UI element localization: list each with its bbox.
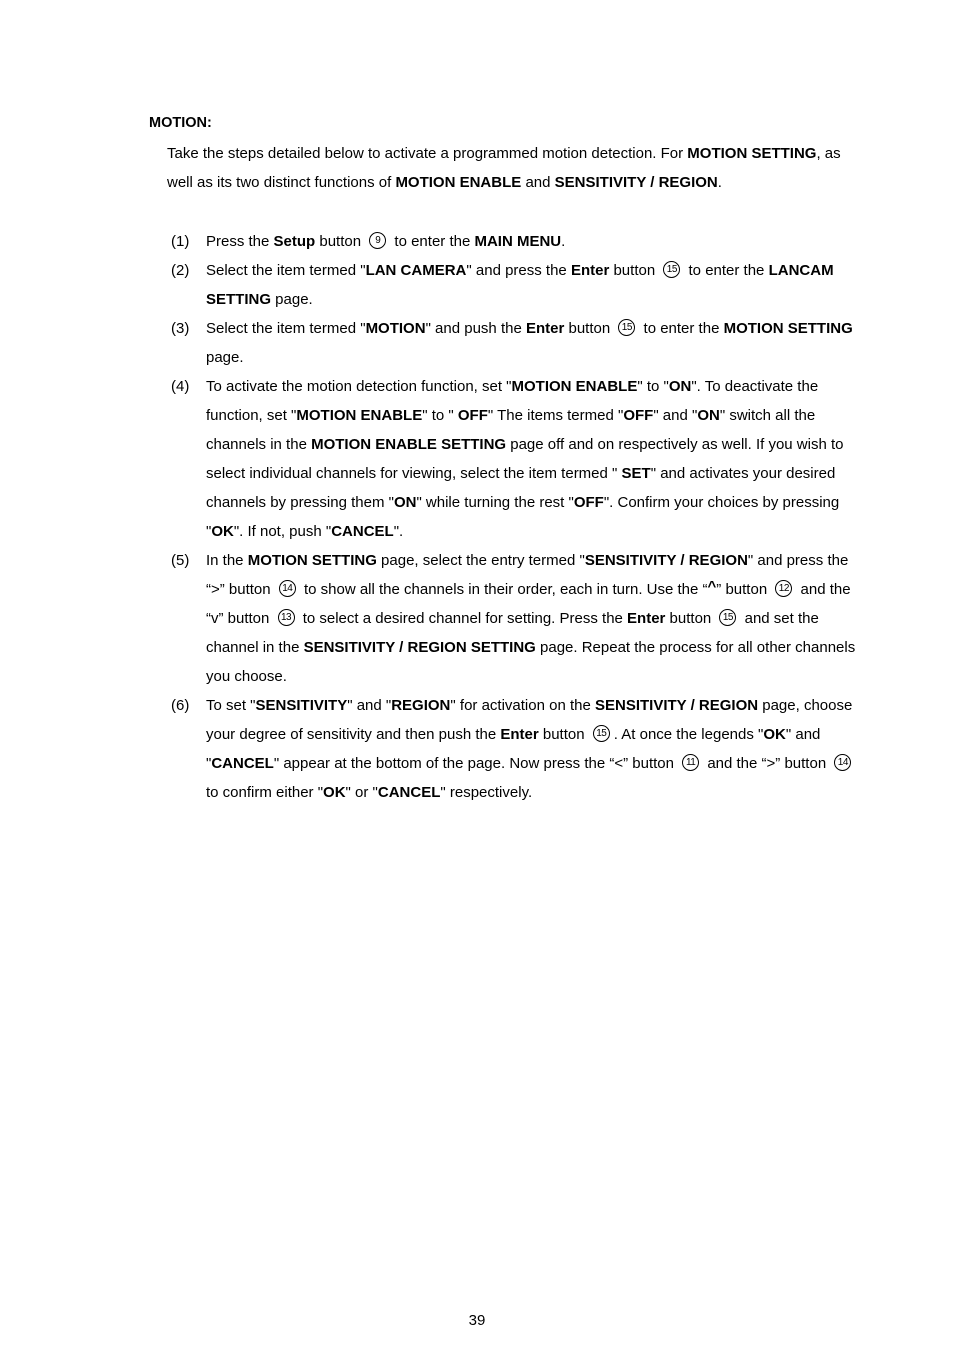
- bold-term: MOTION ENABLE: [296, 407, 423, 424]
- intro-paragraph: [167, 139, 867, 197]
- text: button: [564, 320, 615, 337]
- text: " to ": [637, 378, 669, 395]
- step-item: [171, 314, 871, 372]
- step-text: [206, 256, 871, 314]
- step-text: [206, 314, 871, 372]
- caret-up-icon: ^: [707, 578, 717, 595]
- step-text: [206, 372, 871, 546]
- step-number: (3): [171, 320, 190, 337]
- text: to enter the: [684, 262, 769, 279]
- text: to enter the: [390, 233, 475, 250]
- text: ” button: [716, 581, 772, 598]
- bold-term: SENSITIVITY / REGION: [584, 552, 748, 569]
- step-text: [206, 546, 871, 691]
- circled-number-icon: 15: [593, 725, 610, 742]
- text: to show all the channels in their order, each in turn. Use the “: [299, 581, 708, 598]
- circled-number-icon: 14: [279, 580, 296, 597]
- bold-term: MOTION SETTING: [723, 320, 853, 337]
- step-number: (4): [171, 378, 190, 395]
- bold-term: MOTION ENABLE SETTING: [311, 436, 507, 453]
- bold-term: Enter: [500, 726, 539, 743]
- text: " to ": [422, 407, 458, 424]
- bold-term: OFF: [457, 407, 488, 424]
- page-number: 39: [468, 1312, 486, 1329]
- circled-number-icon: 15: [719, 609, 736, 626]
- text: to select a desired channel for setting. Press the: [298, 610, 628, 627]
- text: and set the channel in the: [206, 610, 819, 656]
- text: " switch all the channels in the: [206, 407, 816, 453]
- text: and the “>” button: [703, 755, 831, 772]
- text: " and activates your desired channels by pressing them ": [206, 465, 836, 511]
- bold-term: SET: [621, 465, 651, 482]
- text: button: [538, 726, 589, 743]
- section-heading: MOTION:: [149, 115, 212, 131]
- bold-term: MOTION SETTING: [247, 552, 377, 569]
- text: " respectively.: [440, 784, 533, 801]
- text: Take the steps detailed below to activate a programmed motion detection. For: [167, 145, 688, 162]
- bold-term: ON: [668, 378, 692, 395]
- bold-term: MOTION ENABLE: [395, 174, 522, 191]
- text: and: [521, 174, 555, 191]
- text: In the: [206, 552, 248, 569]
- bold-term: Setup: [273, 233, 316, 250]
- text: button: [665, 610, 716, 627]
- bold-term: MOTION: [365, 320, 426, 337]
- bold-term: CANCEL: [211, 755, 274, 772]
- text: .: [717, 174, 722, 191]
- text: ".: [393, 523, 404, 540]
- bold-term: LAN CAMERA: [365, 262, 467, 279]
- text: page.: [206, 349, 244, 366]
- text: page.: [271, 291, 313, 308]
- bold-term: Enter: [627, 610, 666, 627]
- bold-term: SENSITIVITY / REGION: [554, 174, 718, 191]
- bold-term: OFF: [623, 407, 654, 424]
- circled-number-icon: 9: [369, 232, 386, 249]
- text: ". Confirm your choices by pressing ": [206, 494, 840, 540]
- text: " while turning the rest ": [416, 494, 574, 511]
- bold-term: SENSITIVITY / REGION SETTING: [303, 639, 536, 656]
- bold-term: MOTION SETTING: [687, 145, 817, 162]
- text: . At once the legends ": [613, 726, 764, 743]
- bold-term: CANCEL: [377, 784, 441, 801]
- text: " and ": [347, 697, 392, 714]
- text: to enter the: [639, 320, 724, 337]
- text: page off and on respectively as well. If you wish to select individual channels for viewing, select the item termed ": [206, 436, 844, 482]
- bold-term: Enter: [570, 262, 610, 279]
- steps-list: [171, 227, 871, 807]
- step-item: [171, 227, 871, 256]
- step-item: [171, 546, 871, 691]
- circled-number-icon: 11: [682, 754, 699, 771]
- text: button: [609, 262, 660, 279]
- bold-term: SENSITIVITY / REGION: [594, 697, 759, 714]
- bold-term: Enter: [525, 320, 565, 337]
- text: " appear at the bottom of the page. Now press the “<” button: [273, 755, 679, 772]
- text: page. Repeat the process for all other channels you choose.: [206, 639, 856, 685]
- circled-number-icon: 15: [663, 261, 680, 278]
- step-text: [206, 227, 871, 256]
- step-number: (5): [171, 552, 190, 569]
- text: and the “v” button: [206, 581, 851, 627]
- bold-term: OK: [763, 726, 786, 743]
- text: ". To deactivate the function, set ": [206, 378, 819, 424]
- bold-term: OK: [211, 523, 234, 540]
- circled-number-icon: 12: [775, 580, 792, 597]
- bold-term: OK: [323, 784, 346, 801]
- bold-term: MOTION ENABLE: [511, 378, 638, 395]
- text: ". If not, push ": [233, 523, 332, 540]
- bold-term: ON: [393, 494, 417, 511]
- text: " and ": [653, 407, 698, 424]
- text: page, select the entry termed ": [376, 552, 585, 569]
- text: , as well as its two distinct functions of: [167, 145, 841, 191]
- step-item: [171, 256, 871, 314]
- circled-number-icon: 13: [278, 609, 295, 626]
- text: To set ": [206, 697, 256, 714]
- bold-term: LANCAM SETTING: [206, 262, 834, 308]
- text: Press the: [206, 233, 274, 250]
- step-item: [171, 691, 871, 807]
- text: " and press the “>” button: [206, 552, 849, 598]
- bold-term: ON: [697, 407, 720, 424]
- text: .: [561, 233, 566, 250]
- text: Select the item termed ": [206, 320, 366, 337]
- text: Select the item termed ": [206, 262, 366, 279]
- step-number: (6): [171, 697, 190, 714]
- text: " for activation on the: [450, 697, 595, 714]
- step-number: (1): [171, 233, 190, 250]
- step-text: [206, 691, 871, 807]
- text: button: [315, 233, 366, 250]
- bold-term: SENSITIVITY: [255, 697, 348, 714]
- circled-number-icon: 14: [834, 754, 851, 771]
- step-item: [171, 372, 871, 546]
- bold-term: MAIN MENU: [474, 233, 562, 250]
- text: " or ": [345, 784, 378, 801]
- bold-term: OFF: [573, 494, 604, 511]
- text: to confirm either ": [206, 784, 324, 801]
- bold-term: REGION: [391, 697, 451, 714]
- text: " and press the: [466, 262, 571, 279]
- text: " and ": [206, 726, 821, 772]
- text: " The items termed ": [487, 407, 624, 424]
- circled-number-icon: 15: [618, 319, 635, 336]
- step-number: (2): [171, 262, 190, 279]
- text: " and push the: [425, 320, 526, 337]
- bold-term: CANCEL: [331, 523, 394, 540]
- text: To activate the motion detection function, set ": [206, 378, 512, 395]
- text: page, choose your degree of sensitivity and then push the: [206, 697, 853, 743]
